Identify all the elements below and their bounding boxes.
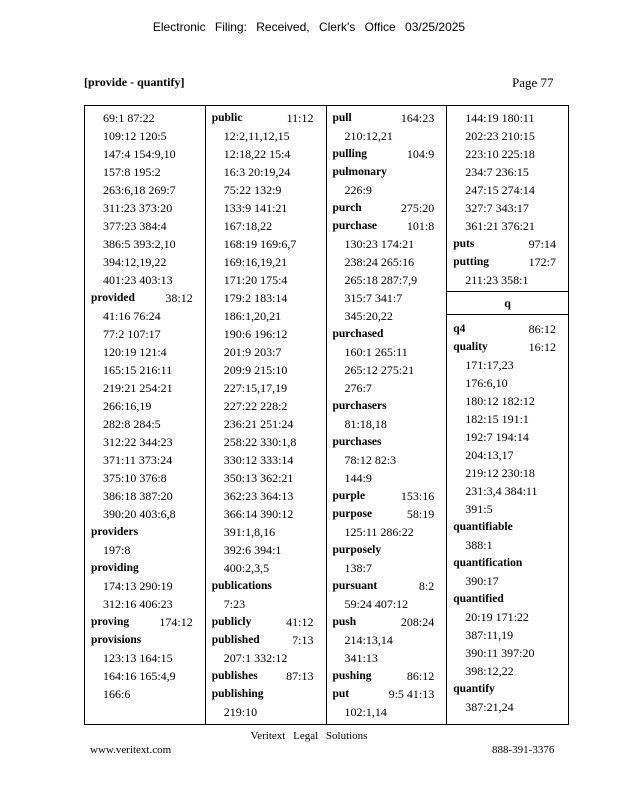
index-term: provided [91, 292, 135, 304]
citation-line: 201:9 203:7 [223, 345, 282, 359]
citation-line: 109:12 120:5 [103, 129, 167, 143]
citation-line: 400:2,3,5 [223, 561, 270, 575]
index-term: proving [91, 616, 130, 628]
citation-line: 78:12 82:3 [344, 453, 397, 467]
citation-line: 179:2 183:14 [223, 291, 288, 305]
citation-line: 276:7 [344, 381, 372, 395]
index-entry [206, 577, 326, 613]
citation-line: 263:6,18 269:7 [103, 183, 176, 197]
citation-line: 247:15 274:14 [465, 183, 535, 197]
citation-line: 265:18 287:7,9 [344, 273, 418, 287]
citation-line: 341:13 [344, 651, 378, 665]
index-term: purch [332, 202, 362, 214]
citation-line: 130:23 174:21 [344, 237, 415, 251]
citation-line: 138:7 [344, 561, 372, 575]
index-entry [206, 685, 326, 721]
term-citation: 8:2 [418, 579, 435, 593]
citation-line: 69:1 87:22 [103, 111, 155, 125]
citation-line: 219:12 230:18 [465, 466, 535, 480]
citation-line: 59:24 407:12 [344, 597, 409, 611]
citation-line: 394:12,19,22 [103, 255, 167, 269]
index-term-row [447, 518, 568, 536]
index-entry [327, 199, 447, 217]
index-entry [85, 109, 205, 289]
index-term-row [206, 667, 326, 685]
index-term: quantified [453, 593, 504, 605]
citation-line: 160:1 265:11 [344, 345, 408, 359]
term-citation: 87:13 [286, 669, 314, 683]
term-citation: 164:23 [400, 111, 435, 125]
index-column-2 [206, 106, 327, 724]
index-term: purchased [332, 328, 384, 340]
index-term-row [206, 577, 326, 595]
citation-line: 386:18 387:20 [103, 489, 173, 503]
index-term-row [327, 541, 447, 559]
citation-line: 219:21 254:21 [103, 381, 173, 395]
term-citation: 172:7 [528, 255, 556, 269]
citation-line: 147:4 154:9,10 [103, 147, 176, 161]
term-citation: 58:19 [406, 507, 435, 521]
index-column-4 [447, 106, 568, 724]
citation-line: 16:3 20:19,24 [223, 165, 291, 179]
term-citation: 11:12 [286, 111, 314, 125]
index-entry [447, 253, 568, 289]
citation-line: 266:16,19 [103, 399, 152, 413]
citation-line: 41:16 76:24 [103, 309, 161, 323]
citation-line: 20:19 171:22 [465, 610, 529, 624]
index-term-row [85, 289, 205, 307]
citation-line: 197:8 [103, 543, 131, 557]
index-term-row [327, 199, 447, 217]
citation-line: 77:2 107:17 [103, 327, 161, 341]
index-entry [327, 541, 447, 577]
citation-line: 366:14 390:12 [223, 507, 294, 521]
index-grid [84, 105, 569, 725]
index-term-row [206, 109, 326, 127]
index-entry [327, 667, 447, 685]
citation-line: 345:20,22 [344, 309, 393, 323]
index-term: put [332, 688, 350, 700]
term-citation: 174:12 [159, 615, 193, 629]
citation-line: 350:13 362:21 [223, 471, 294, 485]
index-entry [85, 289, 205, 523]
index-term: purpose [332, 508, 373, 520]
index-entry [327, 217, 447, 325]
index-term: pushing [332, 670, 372, 682]
citation-line: 282:8 284:5 [103, 417, 161, 431]
citation-line: 387:21,24 [465, 700, 514, 714]
citation-line: 209:9 215:10 [223, 363, 288, 377]
index-term: publications [211, 580, 272, 592]
index-entry [327, 325, 447, 397]
citation-line: 388:1 [465, 538, 493, 552]
index-term-row [327, 433, 447, 451]
index-term-row [327, 577, 447, 595]
citation-line: 330:12 333:14 [223, 453, 294, 467]
index-term: purposely [332, 544, 382, 556]
term-citation: 7:13 [292, 633, 314, 647]
index-term: pursuant [332, 580, 378, 592]
citation-line: 390:20 403:6,8 [103, 507, 176, 521]
index-entry [85, 559, 205, 613]
citation-line: 123:13 164:15 [103, 651, 173, 665]
index-term-row [327, 217, 447, 235]
citation-line: 312:16 406:23 [103, 597, 173, 611]
term-citation: 153:16 [400, 489, 435, 503]
index-entry [447, 554, 568, 590]
term-citation: 41:12 [286, 615, 314, 629]
citation-line: 386:5 393:2,10 [103, 237, 176, 251]
index-entry [327, 163, 447, 199]
letter-section-header: q [447, 291, 568, 315]
citation-line: 387:11,19 [465, 628, 514, 642]
footer-website: www.veritext.com [90, 744, 172, 756]
index-entry [206, 667, 326, 685]
term-citation: 104:9 [406, 147, 435, 161]
citation-line: 174:13 290:19 [103, 579, 173, 593]
citation-line: 211:23 358:1 [465, 273, 529, 287]
citation-line: 362:23 364:13 [223, 489, 294, 503]
index-term-row [327, 685, 447, 703]
index-entry [447, 109, 568, 235]
footer-phone: 888-391-3376 [492, 744, 555, 756]
index-entry [447, 235, 568, 253]
citation-line: 390:11 397:20 [465, 646, 535, 660]
index-term-row [327, 145, 447, 163]
citation-line: 182:15 191:1 [465, 412, 529, 426]
index-entry [206, 631, 326, 667]
index-term-row [327, 163, 447, 181]
citation-line: 391:1,8,16 [223, 525, 276, 539]
citation-line: 168:19 169:6,7 [223, 237, 297, 251]
citation-line: 315:7 341:7 [344, 291, 403, 305]
index-term: provisions [91, 634, 142, 646]
index-entry [327, 145, 447, 163]
index-term-row [447, 590, 568, 608]
citation-line: 180:12 182:12 [465, 394, 535, 408]
index-term: quality [453, 341, 488, 353]
citation-line: 226:9 [344, 183, 372, 197]
citation-line: 81:18,18 [344, 417, 387, 431]
citation-line: 192:7 194:14 [465, 430, 529, 444]
index-entry [447, 518, 568, 554]
index-range: [provide - quantify] [84, 75, 185, 89]
index-term: quantify [453, 683, 495, 695]
term-citation: 86:12 [528, 322, 556, 336]
index-term: providers [91, 526, 139, 538]
index-entry [327, 109, 447, 145]
index-term: q4 [453, 323, 466, 335]
index-term: quantifiable [453, 521, 513, 533]
index-term-row [327, 397, 447, 415]
index-term: purple [332, 490, 366, 502]
index-term: publishing [211, 688, 264, 700]
citation-line: 236:21 251:24 [223, 417, 294, 431]
page-number: Page 77 [512, 75, 554, 90]
index-entry [85, 631, 205, 703]
index-term: pulmonary [332, 166, 387, 178]
index-term-row [206, 631, 326, 649]
citation-line: 133:9 141:21 [223, 201, 288, 215]
index-term-row [85, 631, 205, 649]
citation-line: 375:10 376:8 [103, 471, 167, 485]
index-term-row [206, 685, 326, 703]
term-citation: 208:24 [400, 615, 435, 629]
citation-line: 171:17,23 [465, 358, 514, 372]
citation-line: 210:12,21 [344, 129, 393, 143]
index-entry [327, 397, 447, 433]
citation-line: 227:15,17,19 [223, 381, 288, 395]
citation-line: 166:6 [103, 687, 131, 701]
index-term-row [327, 613, 447, 631]
index-term-row [447, 320, 568, 338]
citation-line: 231:3,4 384:11 [465, 484, 538, 498]
citation-line: 327:7 343:17 [465, 201, 529, 215]
index-term-row [447, 253, 568, 271]
citation-line: 204:13,17 [465, 448, 514, 462]
index-entry [85, 523, 205, 559]
citation-line: 202:23 210:15 [465, 129, 535, 143]
index-term-row [327, 667, 447, 685]
citation-line: 167:18,22 [223, 219, 273, 233]
index-term-row [327, 109, 447, 127]
term-citation: 97:14 [528, 237, 556, 251]
citation-line: 176:6,10 [465, 376, 508, 390]
index-term: pull [332, 112, 352, 124]
citation-line: 157:8 195:2 [103, 165, 161, 179]
citation-line: 377:23 384:4 [103, 219, 167, 233]
index-entry [206, 109, 326, 577]
citation-line: 234:7 236:15 [465, 165, 529, 179]
citation-line: 171:20 175:4 [223, 273, 288, 287]
citation-line: 12:2,11,12,15 [223, 129, 290, 143]
citation-line: 398:12,22 [465, 664, 514, 678]
index-term: quantification [453, 557, 523, 569]
citation-line: 169:16,19,21 [223, 255, 288, 269]
footer-company: Veritext Legal Solutions [250, 730, 368, 742]
index-term-row [206, 613, 326, 631]
index-entry [447, 590, 568, 680]
index-term: purchasers [332, 400, 387, 412]
index-term: published [211, 634, 260, 646]
citation-line: 207:1 332:12 [223, 651, 288, 665]
index-entry [206, 613, 326, 631]
citation-line: 75:22 132:9 [223, 183, 282, 197]
index-term: publishes [211, 670, 258, 682]
index-term: putting [453, 256, 490, 268]
index-entry [327, 433, 447, 487]
citation-line: 361:21 376:21 [465, 219, 535, 233]
index-entry [327, 487, 447, 505]
index-term-row [85, 559, 205, 577]
citation-line: 12:18,22 15:4 [223, 147, 291, 161]
index-term: pulling [332, 148, 368, 160]
citation-line: 238:24 265:16 [344, 255, 415, 269]
citation-line: 391:5 [465, 502, 493, 516]
citation-line: 223:10 225:18 [465, 147, 535, 161]
term-citation: 86:12 [406, 669, 435, 683]
index-entry [327, 577, 447, 613]
index-term-row [447, 554, 568, 572]
term-citation: 9:5 41:13 [388, 687, 435, 701]
citation-line: 371:11 373:24 [103, 453, 173, 467]
citation-line: 165:15 216:11 [103, 363, 173, 377]
citation-line: 144:9 [344, 471, 372, 485]
citation-line: 227:22 228:2 [223, 399, 288, 413]
filing-banner: Electronic Filing: Received, Clerk's Office 03/25/2025 [152, 20, 466, 34]
citation-line: 186:1,20,21 [223, 309, 282, 323]
index-term: purchase [332, 220, 378, 232]
index-term: providing [91, 562, 139, 574]
index-term-row [327, 487, 447, 505]
index-entry [447, 680, 568, 716]
citation-line: 102:1,14 [344, 705, 387, 719]
citation-line: 390:17 [465, 574, 499, 588]
index-term: push [332, 616, 357, 628]
citation-line: 144:19 180:11 [465, 111, 535, 125]
index-term: puts [453, 238, 475, 250]
index-entry [327, 505, 447, 541]
citation-line: 312:22 344:23 [103, 435, 173, 449]
citation-line: 7:23 [223, 597, 246, 611]
citation-line: 219:10 [223, 705, 258, 719]
index-term: purchases [332, 436, 382, 448]
term-citation: 101:8 [406, 219, 435, 233]
term-citation: 38:12 [165, 291, 193, 305]
term-citation: 16:12 [528, 340, 556, 354]
index-term-row [85, 523, 205, 541]
index-term-row [447, 680, 568, 698]
index-entry [327, 685, 447, 721]
index-term-row [447, 235, 568, 253]
citation-line: 164:16 165:4,9 [103, 669, 176, 683]
index-column-1 [85, 106, 206, 724]
citation-line: 392:6 394:1 [223, 543, 282, 557]
index-term-row [85, 613, 205, 631]
index-column-3 [327, 106, 448, 724]
index-term-row [447, 338, 568, 356]
citation-line: 120:19 121:4 [103, 345, 167, 359]
index-entry [85, 613, 205, 631]
citation-line: 311:23 373:20 [103, 201, 173, 215]
citation-line: 190:6 196:12 [223, 327, 288, 341]
citation-line: 258:22 330:1,8 [223, 435, 297, 449]
index-entry [447, 338, 568, 518]
citation-line: 401:23 403:13 [103, 273, 173, 287]
index-entry [447, 320, 568, 338]
index-entry [327, 613, 447, 667]
index-term-row [327, 325, 447, 343]
citation-line: 125:11 286:22 [344, 525, 414, 539]
citation-line: 265:12 275:21 [344, 363, 415, 377]
citation-line: 214:13,14 [344, 633, 393, 647]
index-term-row [327, 505, 447, 523]
index-term: public [211, 112, 243, 124]
term-citation: 275:20 [400, 201, 435, 215]
index-term: publicly [211, 616, 252, 628]
